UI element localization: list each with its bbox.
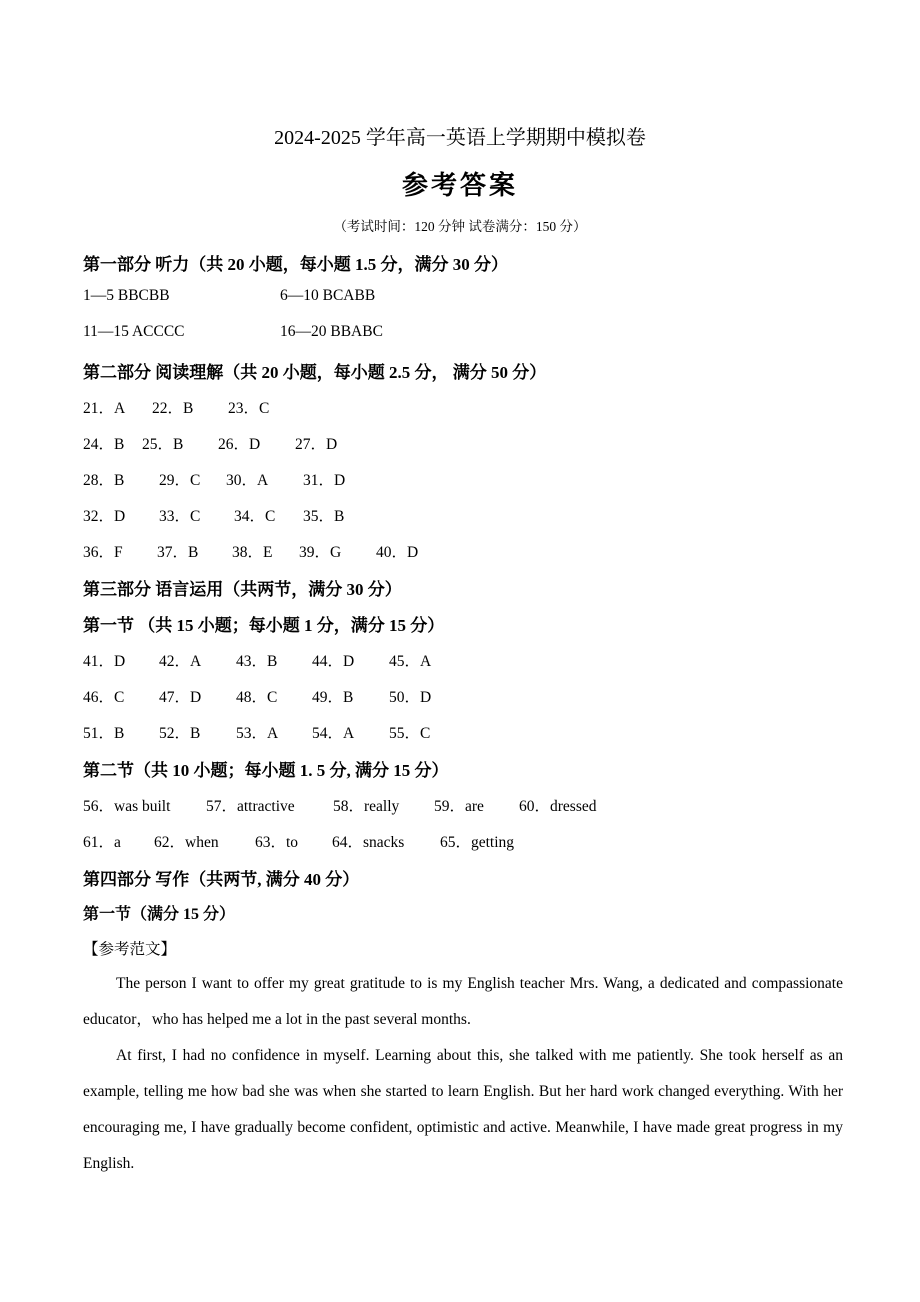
answer-key-title: 参考答案 xyxy=(401,171,518,200)
answer-item: 44．D xyxy=(312,653,355,670)
answer-item: 49．B xyxy=(312,689,354,706)
answer-item: 46．C xyxy=(83,689,125,706)
answer-item: 32．D xyxy=(83,508,126,525)
answer-item: 33．C xyxy=(159,508,201,525)
answer-item: 36．F xyxy=(83,544,123,561)
answer-item: 39．G xyxy=(299,544,342,561)
answer-item: 21．A xyxy=(83,400,126,417)
answer-item: 54．A xyxy=(312,725,355,742)
document-title: 2024-2025 学年高一英语上学期期中模拟卷 xyxy=(274,127,646,149)
sample-paragraph-2 xyxy=(83,1038,843,1182)
answer-item: 48．C xyxy=(236,689,278,706)
answer-group: 1—5 BBCBB xyxy=(83,287,170,304)
answer-item: 63．to xyxy=(255,834,299,851)
part3-heading: 第三部分 语言运用（共两节，满分 30 分） xyxy=(83,580,402,599)
paragraph-text: At first, I had no confidence in myself. Learning about this, she talked with me patiently. She took herself as an example, telling me how bad she was when she started to learn English. But her hard work changed everything. With her encouraging me, I have gradually become confident, optimistic and active. Meanwhile, I have made great progress in my English. xyxy=(83,1047,843,1172)
answer-item: 51．B xyxy=(83,725,125,742)
answer-item: 56．was built xyxy=(83,798,171,815)
answer-item: 59．are xyxy=(434,798,484,815)
answer-item: 64．snacks xyxy=(332,834,405,851)
part4-section1-heading: 第一节（满分 15 分） xyxy=(83,906,236,923)
answer-item: 57．attractive xyxy=(206,798,295,815)
answer-item: 30．A xyxy=(226,472,269,489)
answer-item: 37．B xyxy=(157,544,199,561)
exam-meta: （考试时间：120 分钟 试卷满分：150 分） xyxy=(333,219,587,234)
answer-item: 29．C xyxy=(159,472,201,489)
answer-item: 61．a xyxy=(83,834,121,851)
answer-item: 24．B xyxy=(83,436,125,453)
answer-item: 25．B xyxy=(142,436,184,453)
sample-essay-label: 【参考范文】 xyxy=(83,941,177,958)
answer-group: 11—15 ACCCC xyxy=(83,323,185,340)
answer-item: 60．dressed xyxy=(519,798,597,815)
answer-item: 47．D xyxy=(159,689,202,706)
answer-item: 53．A xyxy=(236,725,279,742)
paragraph-text: The person I want to offer my great gratitude to is my English teacher Mrs. Wang, a dedicated and compassionate educator，who has helped me a lot in the past several months. xyxy=(83,975,843,1028)
answer-item: 35．B xyxy=(303,508,345,525)
answer-item: 45．A xyxy=(389,653,432,670)
answer-item: 38．E xyxy=(232,544,273,561)
answer-item: 65．getting xyxy=(440,834,515,851)
answer-item: 55．C xyxy=(389,725,431,742)
answer-item: 27．D xyxy=(295,436,338,453)
answer-item: 50．D xyxy=(389,689,432,706)
answer-item: 43．B xyxy=(236,653,278,670)
part2-heading: 第二部分 阅读理解（共 20 小题，每小题 2.5 分， 满分 50 分） xyxy=(83,363,547,382)
part3-section1-heading: 第一节 （共 15 小题；每小题 1 分，满分 15 分） xyxy=(83,616,445,635)
part4-heading: 第四部分 写作（共两节, 满分 40 分） xyxy=(83,870,360,889)
answer-item: 26．D xyxy=(218,436,261,453)
part3-section2-heading: 第二节（共 10 小题；每小题 1. 5 分, 满分 15 分） xyxy=(83,761,449,780)
answer-item: 58．really xyxy=(333,798,400,815)
part1-heading: 第一部分 听力（共 20 小题，每小题 1.5 分，满分 30 分） xyxy=(83,255,508,274)
answer-item: 31．D xyxy=(303,472,346,489)
answer-item: 28．B xyxy=(83,472,125,489)
answer-item: 34．C xyxy=(234,508,276,525)
sample-paragraph-1 xyxy=(83,966,843,1038)
answer-group: 6—10 BCABB xyxy=(280,287,376,304)
answer-item: 42．A xyxy=(159,653,202,670)
answer-item: 52．B xyxy=(159,725,201,742)
answer-item: 22．B xyxy=(152,400,194,417)
answer-item: 23．C xyxy=(228,400,270,417)
answer-item: 40．D xyxy=(376,544,419,561)
answer-item: 62．when xyxy=(154,834,219,851)
answer-item: 41．D xyxy=(83,653,126,670)
answer-group: 16—20 BBABC xyxy=(280,323,383,340)
